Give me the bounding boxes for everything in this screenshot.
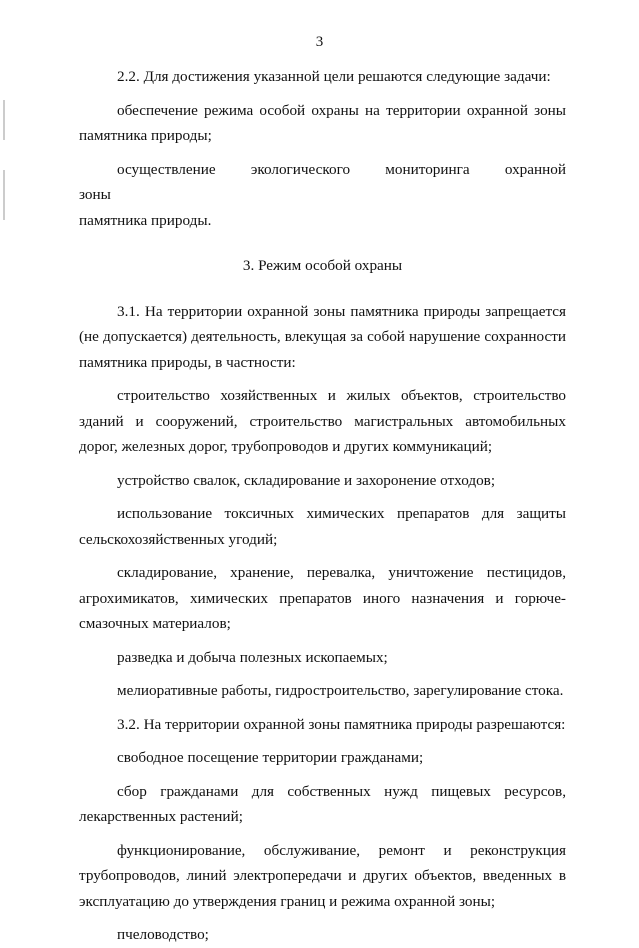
document-body — [79, 64, 566, 948]
list-item-operation — [79, 838, 566, 915]
text-line: сбор гражданами для собственных нужд пищевых ресурсов, — [117, 782, 566, 800]
text-line: 3.1. На территории охранной зоны памятника природы запрещается — [117, 302, 566, 320]
text-line: памятника природы; — [79, 127, 212, 144]
paragraph-2-2: 2.2. Для достижения указанной цели решаются следующие задачи: — [117, 68, 551, 85]
list-item-construction — [79, 383, 566, 460]
list-item-free-visit: свободное посещение территории гражданами; — [117, 749, 424, 766]
section-heading: 3. Режим особой охраны — [242, 257, 403, 274]
text-line: функционирование, обслуживание, ремонт и реконструкция — [117, 841, 566, 859]
text-line: памятника природы. — [79, 211, 212, 229]
text-line: обеспечение режима особой охраны на территории охранной зоны — [117, 101, 566, 119]
list-item-dumps: устройство свалок, складирование и захоронение отходов; — [117, 471, 496, 489]
text-line: агрохимикатов, химических препаратов иного назначения и горюче- — [79, 589, 566, 607]
text-line: сельскохозяйственных угодий; — [79, 530, 278, 548]
list-item-gathering — [79, 779, 566, 830]
list-item-beekeeping: пчеловодство; — [117, 926, 209, 943]
text-line: осуществление экологического мониторинга охранной зоны — [79, 160, 566, 203]
text-line: дорог, железных дорог, трубопроводов и других коммуникаций; — [79, 438, 493, 455]
text-line: складирование, хранение, перевалка, уничтожение пестицидов, — [117, 564, 566, 581]
paragraph-3-2: 3.2. На территории охранной зоны памятника природы разрешаются: — [117, 715, 566, 733]
scan-edge-mark — [3, 170, 5, 220]
text-line: использование токсичных химических препаратов для защиты — [117, 505, 566, 522]
text-line: трубопроводов, линий электропередачи и других объектов, введенных в — [79, 867, 566, 884]
paragraph-3-1 — [79, 299, 566, 376]
text-line: эксплуатацию до утверждения границ и режима охранной зоны; — [79, 892, 496, 910]
list-item-mining: разведка и добыча полезных ископаемых; — [117, 648, 388, 666]
paragraph-task-protection — [79, 98, 566, 149]
text-line: (не допускается) деятельность, влекущая за собой нарушение сохранности — [79, 328, 566, 345]
text-line: смазочных материалов; — [79, 615, 231, 632]
text-line: строительство хозяйственных и жилых объектов, строительство — [117, 387, 566, 404]
text-line: памятника природы, в частности: — [79, 353, 296, 371]
list-item-pesticides — [79, 560, 566, 637]
list-item-land-reclamation: мелиоративные работы, гидростроительство, зарегулирование стока. — [117, 682, 564, 699]
text-line: зданий и сооружений, строительство магистральных автомобильных — [79, 412, 566, 430]
paragraph-task-monitoring — [79, 157, 566, 234]
text-line: лекарственных растений; — [79, 808, 243, 825]
scan-edge-mark — [3, 100, 5, 140]
page-number: 3 — [315, 34, 324, 50]
list-item-toxic-chemicals — [79, 501, 566, 552]
